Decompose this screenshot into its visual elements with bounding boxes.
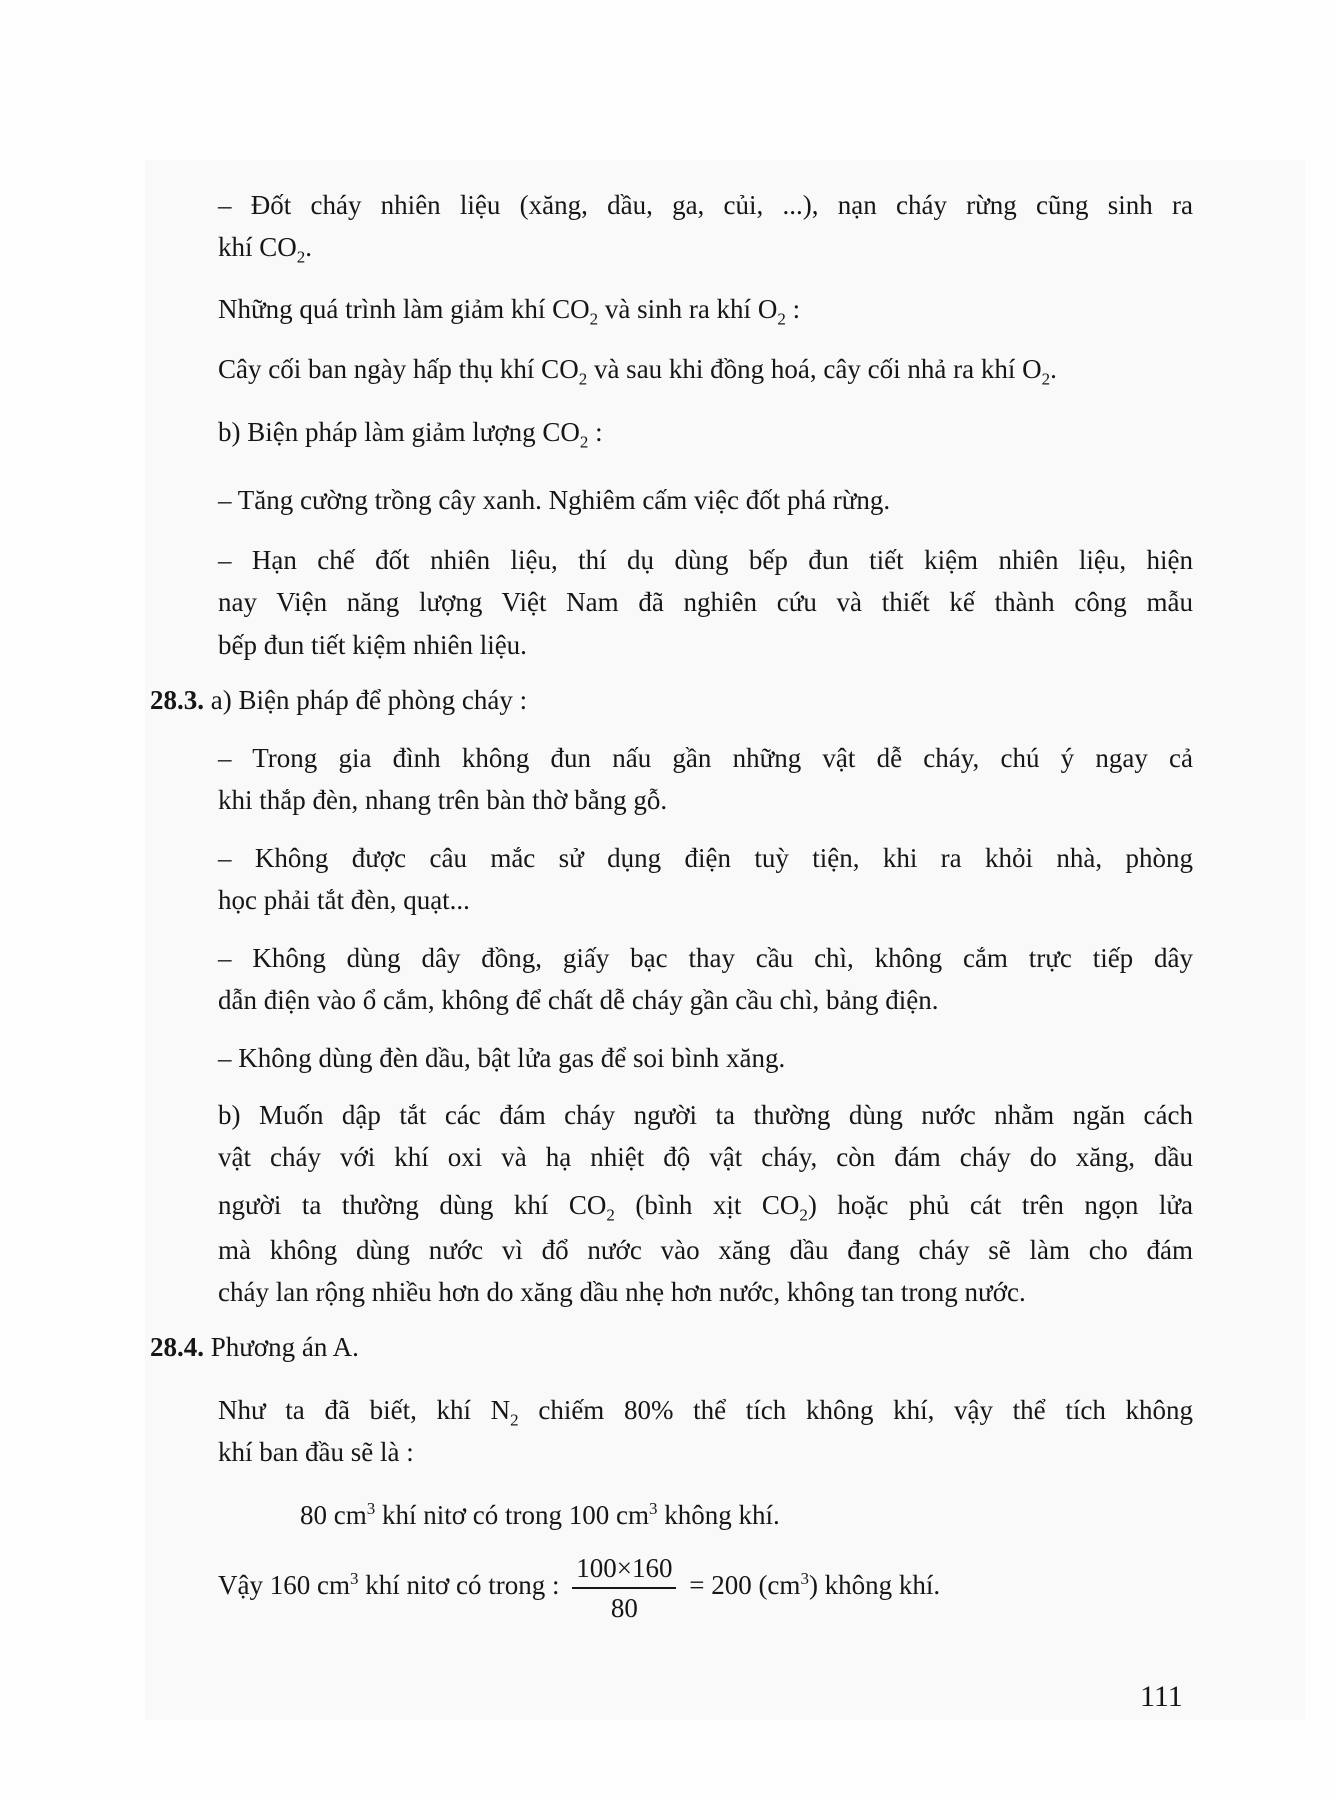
text-segment: . [1050,354,1057,384]
subscript: 2 [589,309,599,329]
text-segment: người ta thường dùng khí CO [218,1190,607,1220]
text-segment: vật cháy với khí oxi và hạ nhiệt độ vật cháy, còn đám cháy do xăng, dầu [218,1142,1193,1172]
text-segment: = 200 (cm [682,1570,801,1601]
text-segment: – Hạn chế đốt nhiên liệu, thí dụ dùng bếp đun tiết kiệm nhiên liệu, hiện [218,545,1193,575]
text-line [218,741,1193,775]
text-segment: mà không dùng nước vì đổ nước vào xăng dầu đang cháy sẽ làm cho đám [218,1235,1193,1265]
subscript: 2 [1041,369,1051,389]
page-background [145,160,1305,1720]
text-segment: Vậy 160 cm [218,1570,350,1601]
text-line [218,1098,1193,1132]
text-segment: – Trong gia đình không đun nấu gần những vật dễ cháy, chú ý ngay cả [218,743,1193,773]
text-segment: dẫn điện vào ổ cắm, không để chất dễ cháy gần cầu chì, bảng điện. [218,985,939,1015]
text-segment: ) không khí. [808,1570,941,1601]
subscript: 2 [578,369,588,389]
text-segment: bếp đun tiết kiệm nhiên liệu. [218,630,527,660]
subscript: 2 [296,247,306,267]
text-segment: và sinh ra khí O [598,294,778,324]
text-segment: khi thắp đèn, nhang trên bàn thờ bằng gỗ. [218,785,668,815]
text-line [218,1551,940,1625]
text-line [218,483,890,517]
text-line [218,230,313,267]
text-line [218,1393,1193,1430]
fraction-denominator: 80 [610,1593,638,1623]
text-segment: : [785,294,801,324]
exercise-label: 28.3. [150,685,204,715]
text-segment: b) Muốn dập tắt các đám cháy người ta thường dùng nước nhằm ngăn cách [218,1100,1193,1130]
text-line [218,941,1193,975]
superscript: 3 [349,1569,359,1589]
text-segment: khí ban đầu sẽ là : [218,1437,414,1467]
page-number: 111 [1140,1680,1183,1713]
text-segment: chiếm 80% thể tích không khí, vậy thể tích không [518,1395,1193,1425]
text-segment: Cây cối ban ngày hấp thụ khí CO [218,354,579,384]
text-segment: – Đốt cháy nhiên liệu (xăng, dầu, ga, củi, ...), nạn cháy rừng cũng sinh ra [218,190,1193,220]
text-line [218,585,1193,619]
text-segment: cháy lan rộng nhiều hơn do xăng dầu nhẹ hơn nước, không tan trong nước. [218,1277,1026,1307]
text-line [218,1275,1026,1309]
text-line [218,628,527,662]
subscript: 2 [606,1205,615,1225]
text-segment: khí nitơ có trong 100 cm [375,1500,649,1530]
text-line [218,292,801,329]
fraction [572,1551,676,1625]
text-line [218,1041,785,1075]
superscript: 3 [649,1499,658,1518]
text-line [218,415,603,452]
superscript: 3 [366,1499,376,1518]
subscript: 2 [510,1410,519,1430]
text-line [150,1330,359,1364]
text-line [218,543,1193,577]
text-line [218,1188,1193,1225]
text-segment: b) Biện pháp làm giảm lượng CO [218,417,580,447]
text-segment: không khí. [657,1500,780,1530]
text-segment: – Không dùng đèn dầu, bật lửa gas để soi bình xăng. [218,1043,786,1073]
text-segment: – Không được câu mắc sử dụng điện tuỳ tiện, khi ra khỏi nhà, phòng [218,843,1193,873]
text-segment: nay Viện năng lượng Việt Nam đã nghiên cứu và thiết kế thành công mẫu [218,587,1193,617]
text-line [150,683,527,717]
text-line [300,1498,780,1532]
subscript: 2 [777,309,786,329]
text-line [218,1435,414,1469]
text-line [218,1233,1193,1267]
text-segment: học phải tắt đèn, quạt... [218,885,470,915]
text-line [218,841,1193,875]
text-segment: Phương án A. [204,1332,359,1362]
superscript: 3 [800,1569,809,1589]
fraction-numerator: 100×160 [572,1551,676,1589]
text-segment: khí CO [218,232,297,262]
subscript: 2 [799,1205,808,1225]
text-line [218,352,1057,389]
text-segment: Những quá trình làm giảm khí CO [218,294,590,324]
text-line [218,188,1193,222]
text-segment: Như ta đã biết, khí N [218,1395,511,1425]
text-segment: và sau khi đồng hoá, cây cối nhả ra khí O [587,354,1042,384]
exercise-label: 28.4. [150,1332,204,1362]
text-segment: khí nitơ có trong : [358,1570,567,1601]
text-segment: . [305,232,313,262]
text-line [218,1140,1193,1174]
text-segment: – Tăng cường trồng cây xanh. Nghiêm cấm việc đốt phá rừng. [218,485,891,515]
text-segment: – Không dùng dây đồng, giấy bạc thay cầu chì, không cắm trực tiếp dây [218,943,1193,973]
text-line [218,783,667,817]
text-segment: a) Biện pháp để phòng cháy : [204,685,528,715]
text-segment: (bình xịt CO [614,1190,800,1220]
text-line [218,983,938,1017]
subscript: 2 [579,432,589,452]
text-segment: : [588,417,603,447]
text-segment: 80 cm [300,1500,367,1530]
text-line [218,883,470,917]
text-segment: ) hoặc phủ cát trên ngọn lửa [807,1190,1193,1220]
